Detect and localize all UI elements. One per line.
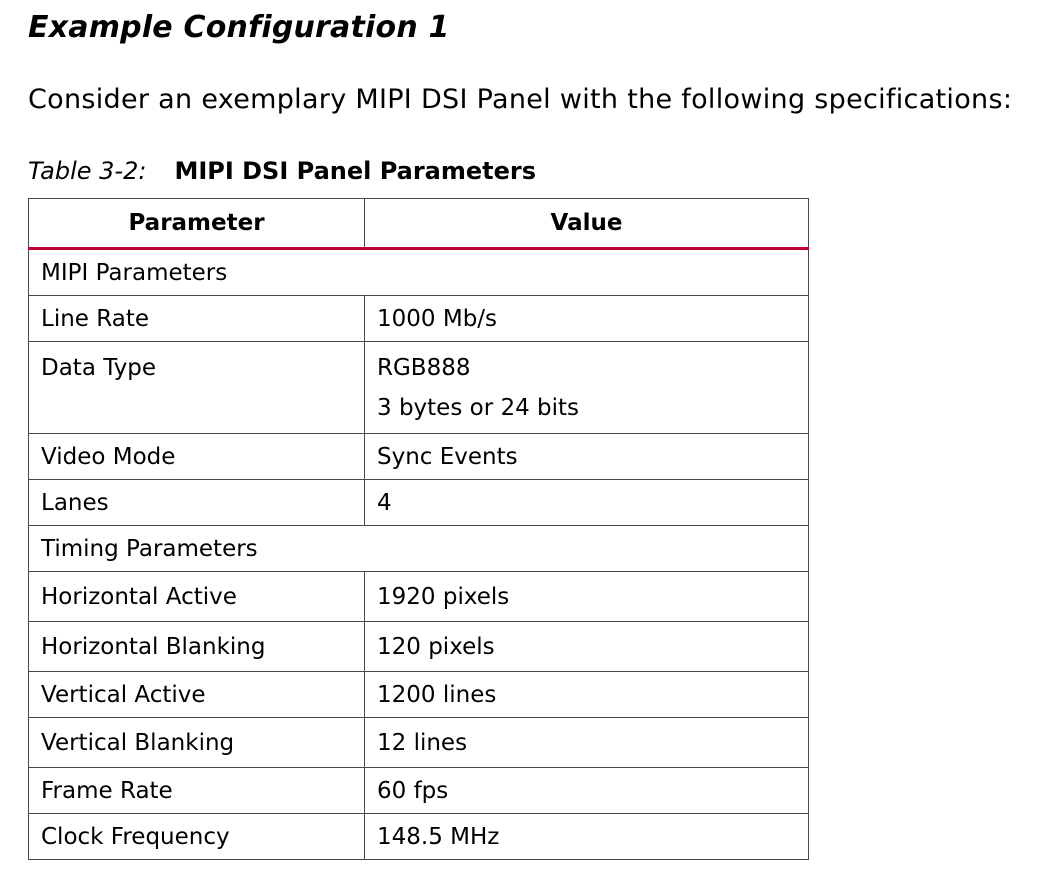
header-parameter: Parameter bbox=[29, 199, 365, 249]
value-vertical-active: 1200 lines bbox=[365, 672, 809, 718]
table-row bbox=[29, 814, 809, 860]
table-caption bbox=[28, 157, 536, 185]
param-lanes: Lanes bbox=[29, 480, 365, 526]
value-video-mode: Sync Events bbox=[365, 434, 809, 480]
table-row bbox=[29, 672, 809, 718]
intro-paragraph: Consider an exemplary MIPI DSI Panel with the following specifications: bbox=[28, 84, 1013, 115]
table-caption-title: MIPI DSI Panel Parameters bbox=[174, 157, 537, 185]
table-row bbox=[29, 296, 809, 342]
section-row-timing bbox=[29, 526, 809, 572]
param-horizontal-blanking: Horizontal Blanking bbox=[29, 622, 365, 672]
table-row bbox=[29, 768, 809, 814]
value-frame-rate: 60 fps bbox=[365, 768, 809, 814]
parameters-table bbox=[28, 198, 809, 860]
section-timing-label: Timing Parameters bbox=[29, 526, 809, 572]
table-caption-label: Table 3-2: bbox=[28, 157, 147, 185]
value-vertical-blanking: 12 lines bbox=[365, 718, 809, 768]
table-header-row bbox=[29, 199, 809, 249]
param-horizontal-active: Horizontal Active bbox=[29, 572, 365, 622]
table-row bbox=[29, 572, 809, 622]
param-clock-frequency: Clock Frequency bbox=[29, 814, 365, 860]
param-line-rate: Line Rate bbox=[29, 296, 365, 342]
param-vertical-active: Vertical Active bbox=[29, 672, 365, 718]
table-row bbox=[29, 480, 809, 526]
param-vertical-blanking: Vertical Blanking bbox=[29, 718, 365, 768]
param-data-type bbox=[29, 342, 365, 434]
value-data-type bbox=[365, 342, 809, 434]
value-data-type-line2: 3 bytes or 24 bits bbox=[377, 395, 580, 421]
param-frame-rate: Frame Rate bbox=[29, 768, 365, 814]
value-horizontal-active: 1920 pixels bbox=[365, 572, 809, 622]
value-line-rate: 1000 Mb/s bbox=[365, 296, 809, 342]
value-data-type-line1: RGB888 bbox=[377, 355, 471, 381]
param-video-mode: Video Mode bbox=[29, 434, 365, 480]
table-row bbox=[29, 342, 809, 434]
table-row bbox=[29, 434, 809, 480]
section-mipi-label: MIPI Parameters bbox=[29, 249, 809, 296]
value-horizontal-blanking: 120 pixels bbox=[365, 622, 809, 672]
section-row-mipi bbox=[29, 249, 809, 296]
param-data-type-label: Data Type bbox=[41, 355, 157, 381]
table-row bbox=[29, 718, 809, 768]
section-heading: Example Configuration 1 bbox=[28, 10, 450, 45]
table-row bbox=[29, 622, 809, 672]
header-value: Value bbox=[365, 199, 809, 249]
value-clock-frequency: 148.5 MHz bbox=[365, 814, 809, 860]
value-lanes: 4 bbox=[365, 480, 809, 526]
